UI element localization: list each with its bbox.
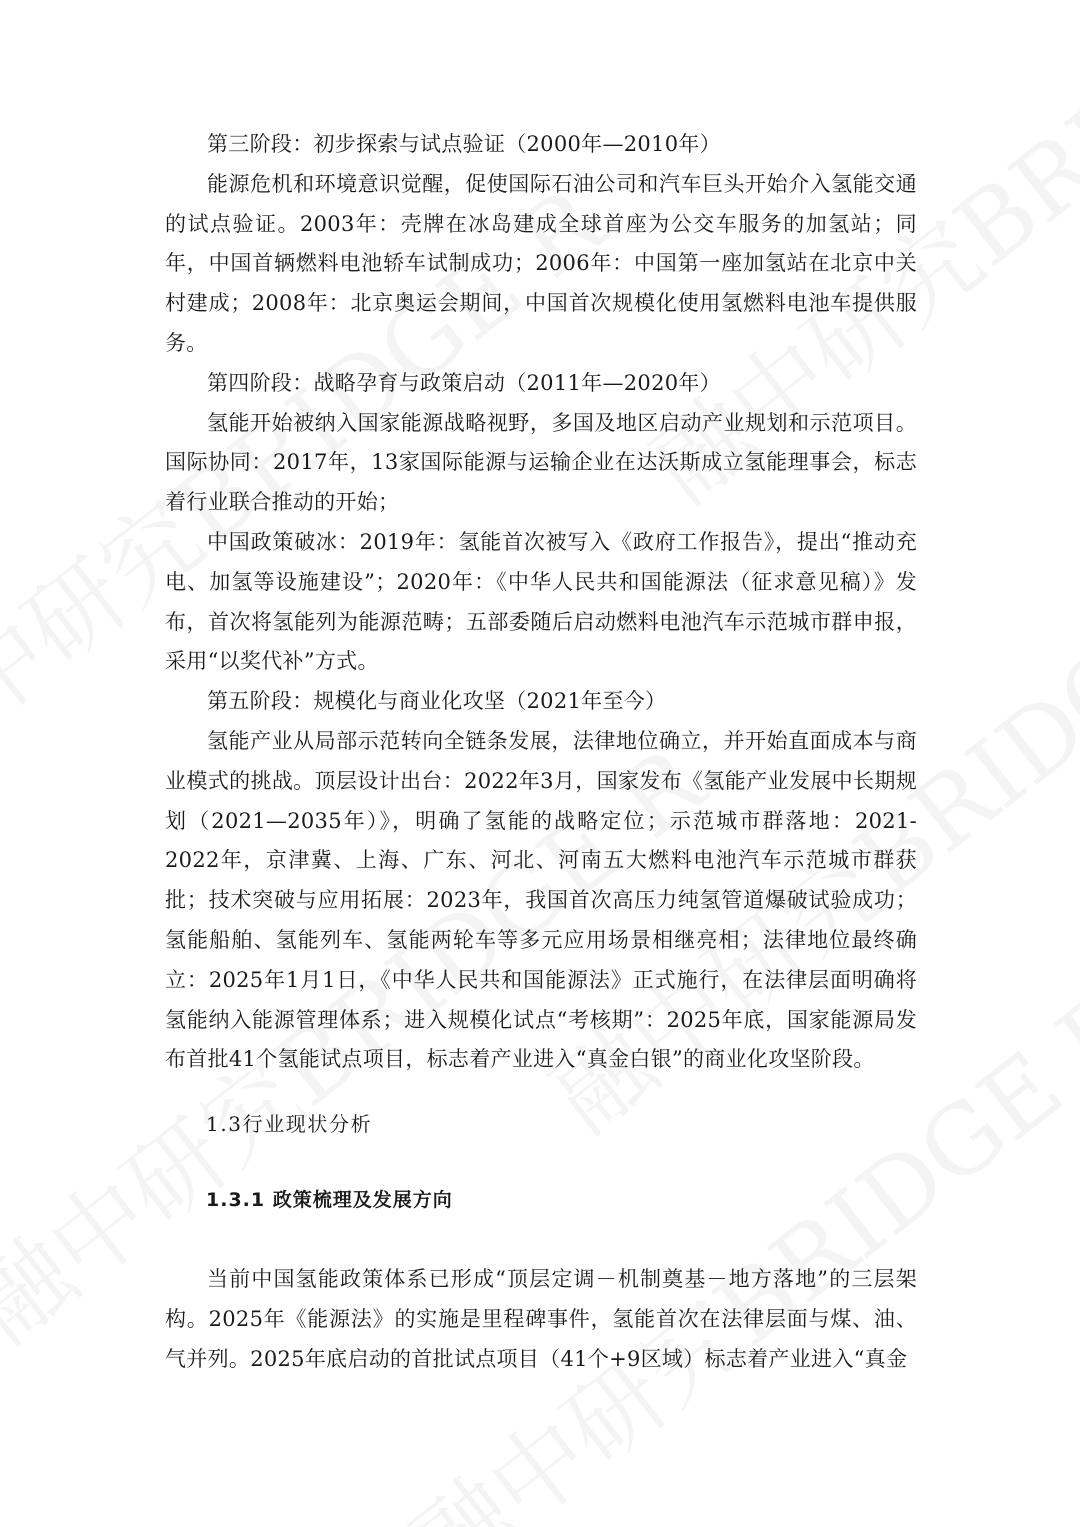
stage5-title: 第五阶段：规模化与商业化攻坚（2021年至今） [207, 689, 667, 714]
document-body [165, 125, 917, 1380]
section-1-3-1-body: 当前中国氢能政策体系已形成“顶层定调－机制奠基－地方落地”的三层架构。2025年《能源法》的实施是里程碑事件，氢能首次在法律层面与煤、油、气并列。2025年底启动的首批试点项目（41个+9区域）标志着产业进入“真金 [165, 1267, 917, 1371]
section-heading-1-3: 1.3行业现状分析 [206, 1112, 373, 1137]
stage4-title: 第四阶段：战略孕育与政策启动（2011年—2020年） [207, 370, 721, 395]
stage5-body: 氢能产业从局部示范转向全链条发展，法律地位确立，并开始直面成本与商业模式的挑战。顶层设计出台：2022年3月，国家发布《氢能产业发展中长期规划（2021—2035年）》，明确了氢能的战略定位；示范城市群落地：2021-2022年，京津冀、上海、广东、河北、河南五大燃料电池汽车示范城市群获批；技术突破与应用拓展：2023年，我国首次高压力纯氢管道爆破试验成功；氢能船舶、氢能列车、氢能两轮车等多元应用场景相继亮相；法律地位最终确立：2025年1月1日，《中华人民共和国能源法》正式施行，在法律层面明确将氢能纳入能源管理体系；进入规模化试点“考核期”：2025年底，国家能源局发布首批41个氢能试点项目，标志着产业进入“真金白银”的商业化攻坚阶段。 [165, 728, 917, 1072]
section-heading-1-3-1: 1.3.1 政策梳理及发展方向 [206, 1189, 453, 1212]
stage3-body: 能源危机和环境意识觉醒，促使国际石油公司和汽车巨头开始介入氢能交通的试点验证。2003年：壳牌在冰岛建成全球首座为公交车服务的加氢站；同年，中国首辆燃料电池轿车试制成功；2006年：中国第一座加氢站在北京中关村建成；2008年：北京奥运会期间，中国首次规模化使用氢燃料电池车提供服务。 [165, 171, 917, 355]
stage3-title: 第三阶段：初步探索与试点验证（2000年—2010年） [207, 132, 721, 156]
stage4-body-2: 中国政策破冰：2019年：氢能首次被写入《政府工作报告》，提出“推动充电、加氢等设施建设”；2020年：《中华人民共和国能源法（征求意见稿）》发布，首次将氢能列为能源范畴；五部委随后启动燃料电池汽车示范城市群申报，采用“以奖代补”方式。 [165, 529, 917, 674]
stage4-body-1: 氢能开始被纳入国家能源战略视野，多国及地区启动产业规划和示范项目。国际协同：2017年，13家国际能源与运输企业在达沃斯成立氢能理事会，标志着行业联合推动的开始； [165, 410, 917, 515]
